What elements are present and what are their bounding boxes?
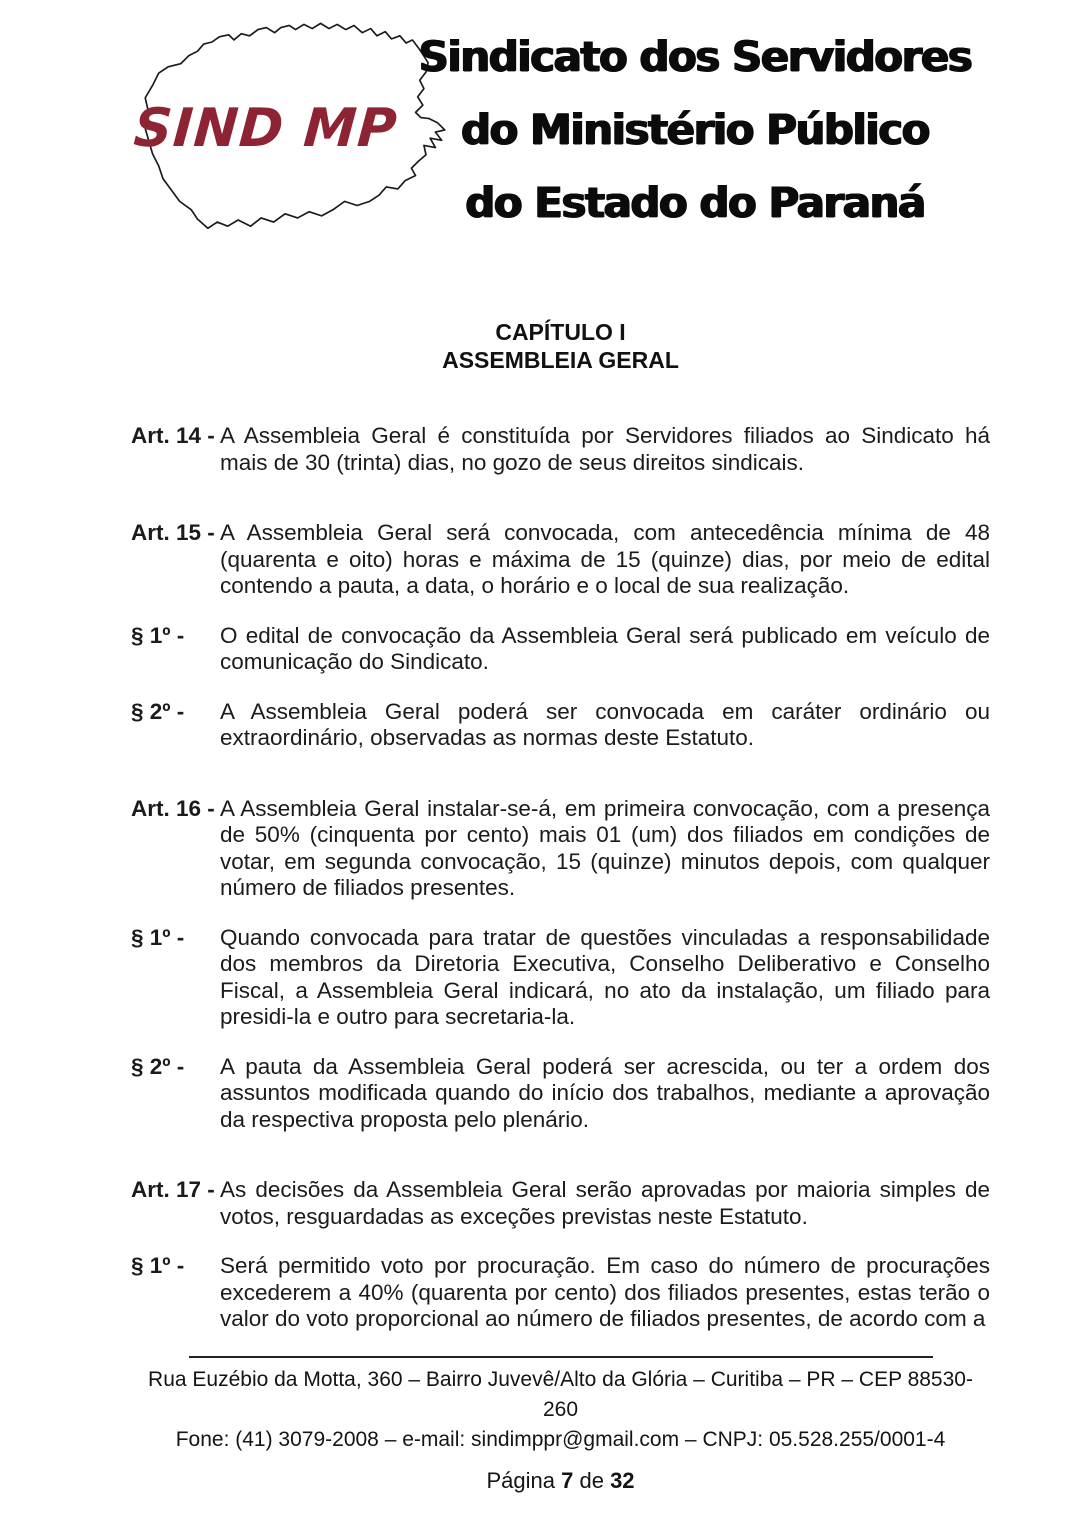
footer-address: Rua Euzébio da Motta, 360 – Bairro Juvevê/Alto da Glória – Curitiba – PR – CEP 88530-260 <box>148 1368 973 1421</box>
clause-label: § 1º - <box>131 924 185 950</box>
footer-divider <box>189 1356 933 1358</box>
clause-text: A pauta da Assembleia Geral poderá ser acrescida, ou ter a ordem dos assuntos modificada quando do início dos trabalhos, mediante a aprovação da respectiva proposta pelo plenário. <box>220 1053 990 1132</box>
clause-art-14 <box>131 423 990 476</box>
clause-label: § 1º - <box>131 1253 185 1278</box>
document-body <box>131 318 990 1333</box>
org-title <box>402 20 988 239</box>
clause-text: As decisões da Assembleia Geral serão aprovadas por maioria simples de votos, resguardadas as exceções previstas neste Estatuto. <box>220 1177 990 1229</box>
page-number-total: 32 <box>610 1468 635 1493</box>
clause-text: O edital de convocação da Assembleia Geral será publicado em veículo de comunicação do Sindicato. <box>220 622 990 674</box>
clause-label: Art. 14 - <box>131 423 215 448</box>
clause-art-17 <box>131 1177 990 1230</box>
page-number-separator: de <box>579 1468 604 1493</box>
clause-art-15-par-1 <box>131 623 990 676</box>
clause-text: A Assembleia Geral instalar-se-á, em primeira convocação, com a presença de 50% (cinquenta por cento) mais 01 (um) dos filiados em condições de votar, em segunda convocação, 15 (quinze) minutos depois, com qualquer número de filiados presentes. <box>220 795 990 900</box>
clause-label: § 1º - <box>131 622 185 648</box>
footer-contact: Fone: (41) 3079-2008 – e-mail: sindimppr@gmail.com – CNPJ: 05.528.255/0001-4 <box>175 1428 946 1451</box>
clause-text: Será permitido voto por procuração. Em caso do número de procurações excederem a 40% (quarenta por cento) dos filiados presentes, estas terão o valor do voto proporcional ao número de filiados presentes, de acordo com a <box>220 1253 990 1331</box>
chapter-title: CAPÍTULO I <box>495 319 626 345</box>
clauses <box>131 423 990 1333</box>
clause-text: A Assembleia Geral será convocada, com antecedência mínima de 48 (quarenta e oito) horas e máxima de 15 (quinze) dias, por meio de edital contendo a pauta, a data, o horário e o local de sua realização. <box>220 520 990 598</box>
org-title-line-3: do Estado do Paraná <box>465 178 925 227</box>
clause-art-15 <box>131 520 990 600</box>
clause-text: A Assembleia Geral poderá ser convocada em caráter ordinário ou extraordinário, observadas as normas deste Estatuto. <box>220 698 990 750</box>
clause-art-17-par-1 <box>131 1253 990 1333</box>
clause-text: Quando convocada para tratar de questões vinculadas a responsabilidade dos membros da Diretoria Executiva, Conselho Deliberativo e Conselho Fiscal, a Assembleia Geral indicará, no ato da instalação, um filiado para presidi-la e outro para secretaria-la. <box>220 924 990 1029</box>
footer <box>131 1356 990 1496</box>
chapter-heading <box>131 318 990 374</box>
clause-art-15-par-2 <box>131 699 990 752</box>
clause-label: Art. 15 - <box>131 520 215 545</box>
chapter-subtitle: ASSEMBLEIA GERAL <box>442 347 679 373</box>
sindmp-logo <box>116 12 450 250</box>
clause-label: § 2º - <box>131 1053 185 1079</box>
org-title-line-1: Sindicato dos Servidores <box>418 32 972 81</box>
clause-label: § 2º - <box>131 698 185 724</box>
clause-label: Art. 17 - <box>131 1177 215 1202</box>
clause-art-16-par-2 <box>131 1054 990 1134</box>
clause-text: A Assembleia Geral é constituída por Servidores filiados ao Sindicato há mais de 30 (trinta) dias, no gozo de seus direitos sindicais. <box>220 423 990 475</box>
org-title-line-2: do Ministério Público <box>461 105 929 154</box>
page-number-current: 7 <box>561 1468 574 1493</box>
clause-art-16 <box>131 796 990 902</box>
page-number-label: Página <box>486 1468 555 1493</box>
clause-label: Art. 16 - <box>131 795 215 821</box>
logo-acronym: SIND MP <box>131 98 400 159</box>
clause-art-16-par-1 <box>131 925 990 1031</box>
page-number <box>131 1466 990 1496</box>
